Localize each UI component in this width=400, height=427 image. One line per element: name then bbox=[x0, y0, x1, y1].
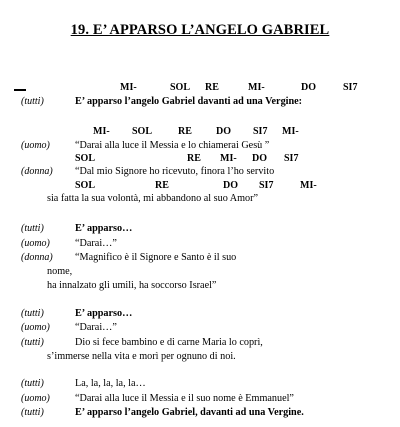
speaker-label: (tutti) bbox=[21, 308, 44, 319]
chord: SI7 bbox=[259, 180, 274, 191]
chord: RE bbox=[178, 126, 192, 137]
speaker-label: (tutti) bbox=[21, 337, 44, 348]
speaker-label: (donna) bbox=[21, 252, 53, 263]
speaker-label: (uomo) bbox=[21, 238, 50, 249]
chord: RE bbox=[205, 82, 219, 93]
speaker-label: (donna) bbox=[21, 166, 53, 177]
lyric-line: “Magnifico è il Signore e Santo è il suo bbox=[75, 252, 237, 263]
lyric-line: E’ apparso l’angelo Gabriel davanti ad una Vergine: bbox=[75, 96, 303, 107]
lyric-line: nome, bbox=[47, 266, 73, 277]
lyric-line: “Darai alla luce il Messia e lo chiamerai Gesù ” bbox=[75, 140, 270, 151]
chord: SOL bbox=[132, 126, 153, 137]
lyric-line: “Darai alla luce il Messia e il suo nome è Emmanuel” bbox=[75, 393, 294, 404]
chord: RE bbox=[155, 180, 169, 191]
chord: SI7 bbox=[253, 126, 268, 137]
chord: MI- bbox=[120, 82, 137, 93]
chord: DO bbox=[223, 180, 238, 191]
lyric-line: “Dal mio Signore ho ricevuto, finora l’ho servito bbox=[75, 166, 275, 177]
chord: SI7 bbox=[343, 82, 358, 93]
speaker-label: (tutti) bbox=[21, 223, 44, 234]
chord: DO bbox=[252, 153, 267, 164]
song-title: 19. E’ APPARSO L’ANGELO GABRIEL bbox=[70, 22, 330, 38]
chord: SOL bbox=[170, 82, 191, 93]
chord: SOL bbox=[75, 153, 96, 164]
chord: MI- bbox=[220, 153, 237, 164]
lyric-line: ha innalzato gli umili, ha soccorso Israel” bbox=[47, 280, 217, 291]
speaker-label: (uomo) bbox=[21, 393, 50, 404]
lyric-line: E’ apparso… bbox=[75, 308, 133, 319]
lyric-line: E’ apparso… bbox=[75, 223, 133, 234]
chord: MI- bbox=[93, 126, 110, 137]
chord: MI- bbox=[282, 126, 299, 137]
lyric-line: Dio si fece bambino e di carne Maria lo coprì, bbox=[75, 337, 263, 348]
lyric-line: sia fatta la sua volontà, mi abbandono al suo Amor” bbox=[47, 193, 259, 204]
chord: SOL bbox=[75, 180, 96, 191]
chord: SI7 bbox=[284, 153, 299, 164]
chord: DO bbox=[216, 126, 231, 137]
lyric-line: La, la, la, la, la… bbox=[75, 378, 146, 389]
speaker-label: (tutti) bbox=[21, 407, 44, 418]
lyric-line: “Darai…” bbox=[75, 238, 117, 249]
lyric-line: “Darai…” bbox=[75, 322, 117, 333]
underline-mark bbox=[14, 89, 26, 91]
lyric-line: s’immerse nella vita e morì per ognuno di noi. bbox=[47, 351, 236, 362]
speaker-label: (tutti) bbox=[21, 378, 44, 389]
lyric-line: E’ apparso l’angelo Gabriel, davanti ad una Vergine. bbox=[75, 407, 304, 418]
speaker-label: (uomo) bbox=[21, 322, 50, 333]
chord: RE bbox=[187, 153, 201, 164]
speaker-label: (uomo) bbox=[21, 140, 50, 151]
chord: MI- bbox=[248, 82, 265, 93]
speaker-label: (tutti) bbox=[21, 96, 44, 107]
chord: DO bbox=[301, 82, 316, 93]
chord: MI- bbox=[300, 180, 317, 191]
